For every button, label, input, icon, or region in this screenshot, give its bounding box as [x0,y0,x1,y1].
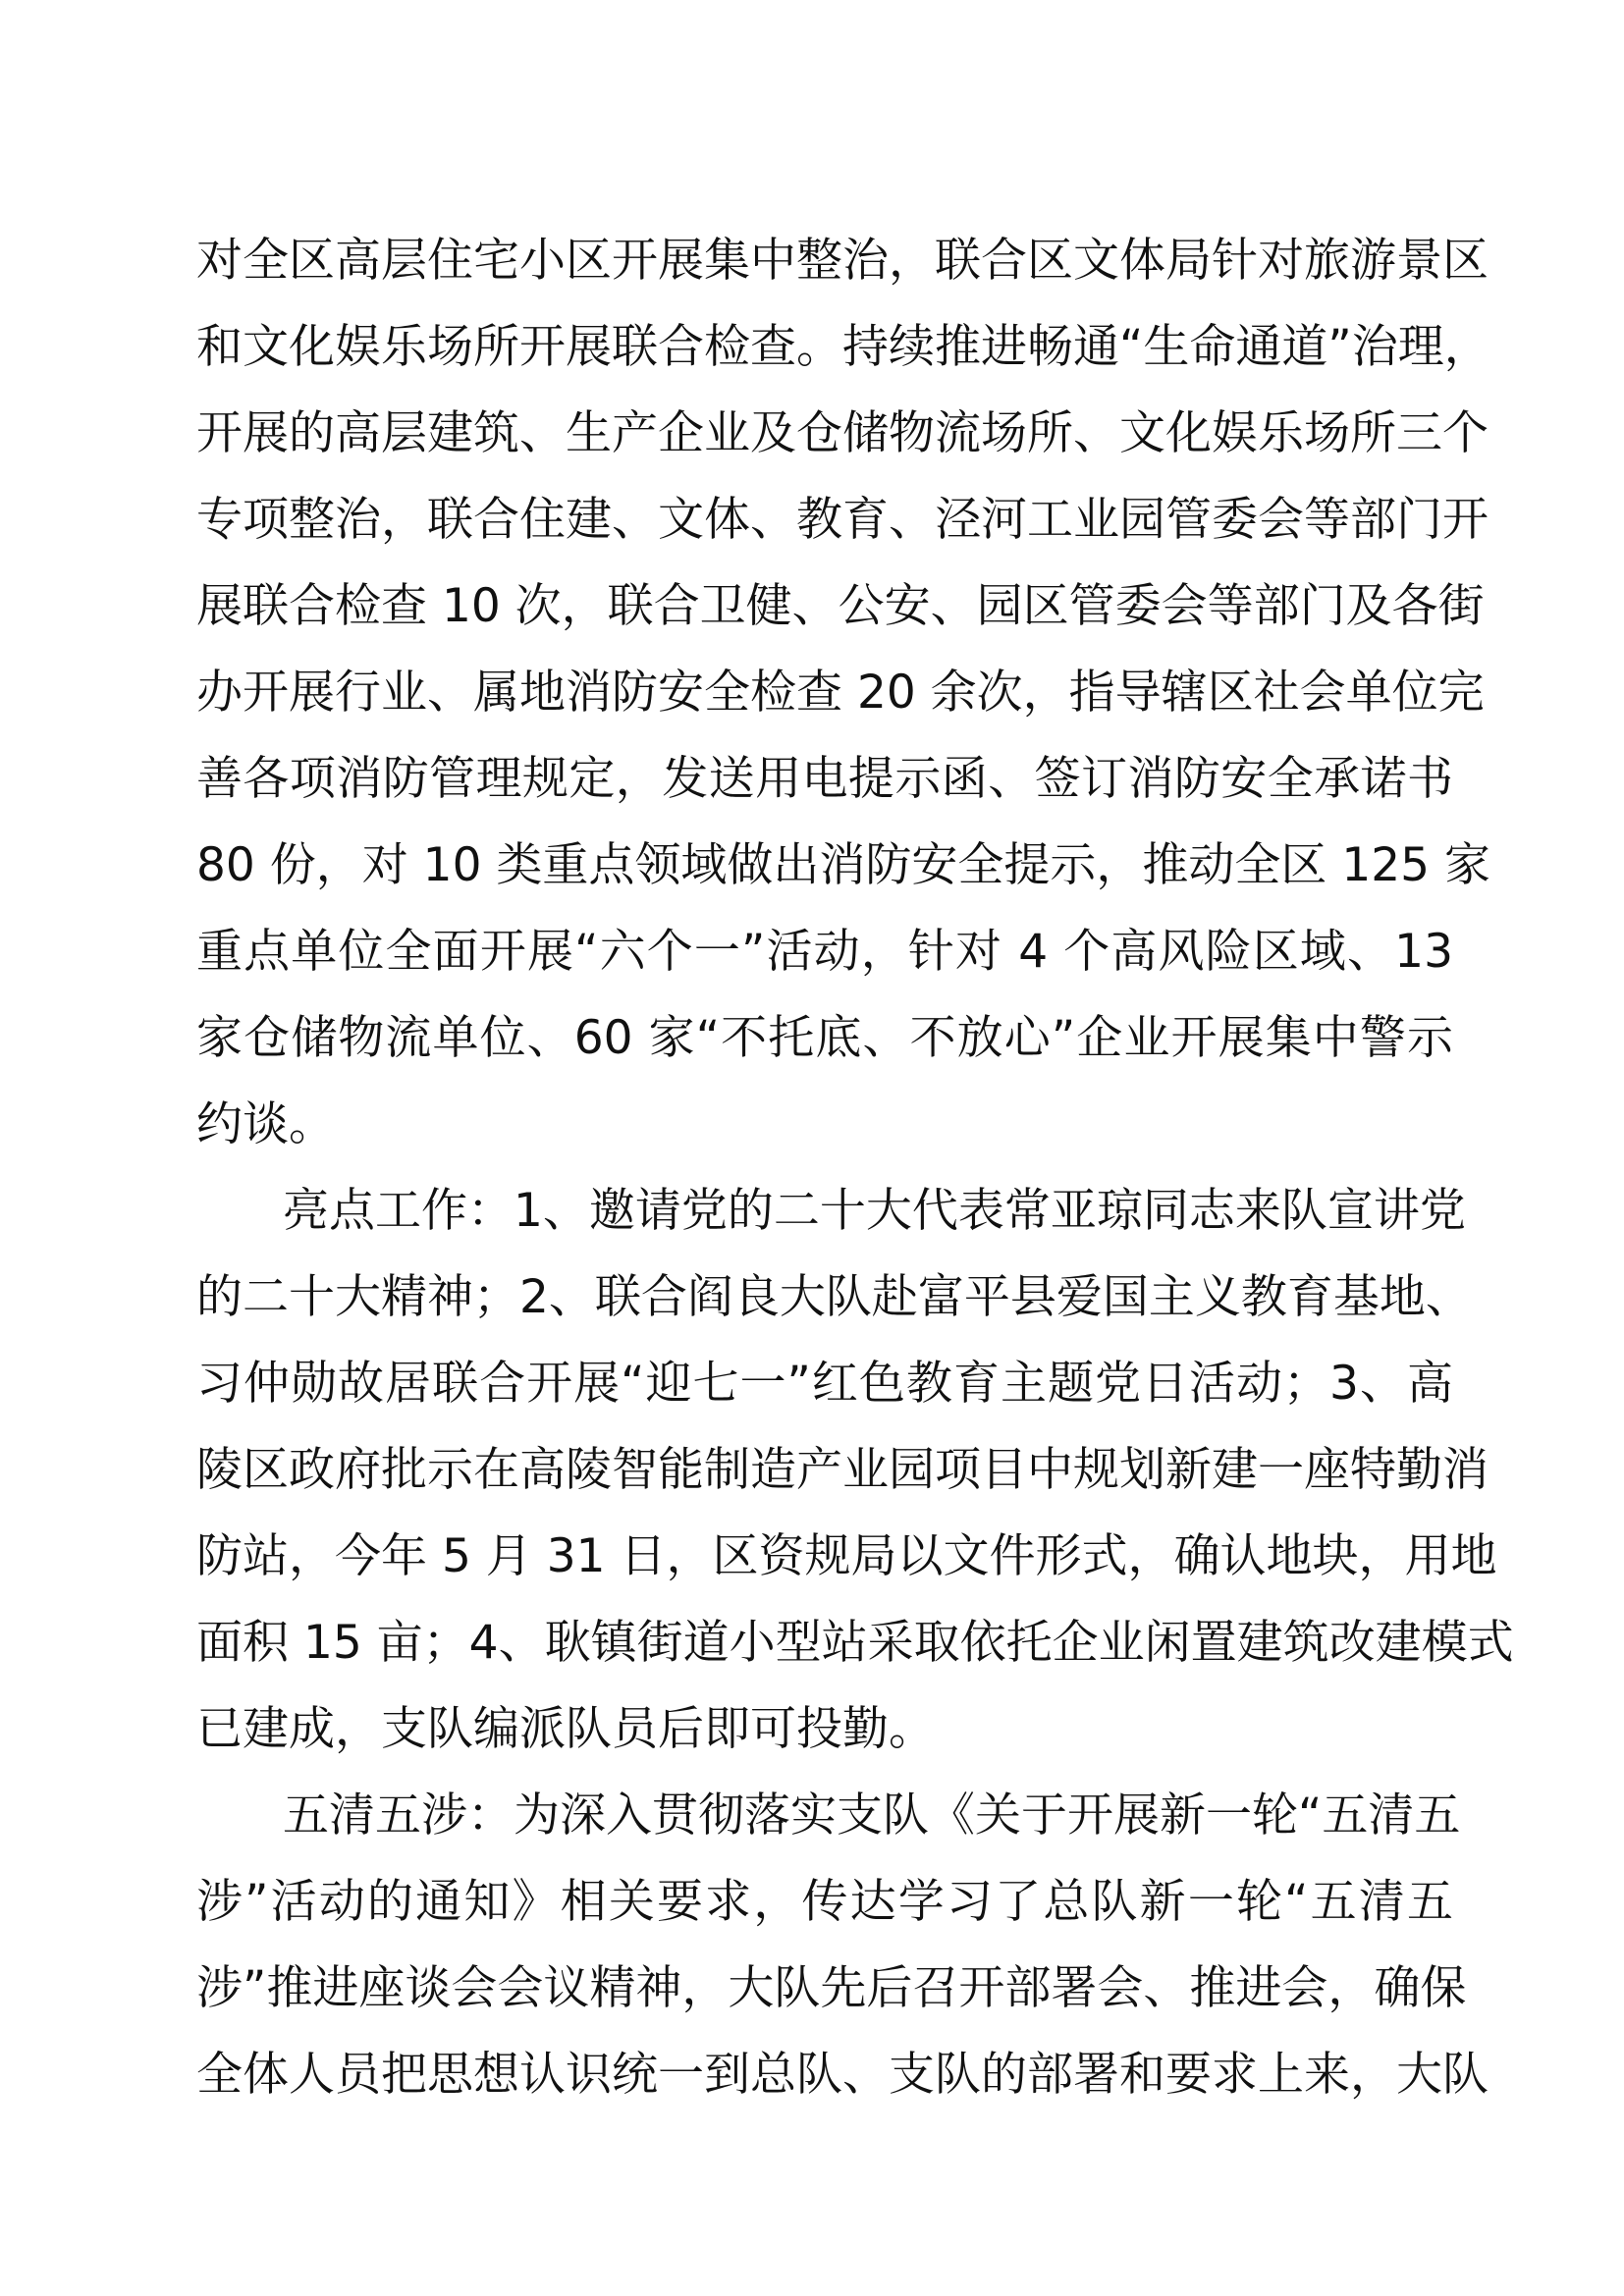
text-line: 善各项消防管理规定，发送用电提示函、签订消防安全承诺书 [196,752,1453,806]
text-line: 专项整治，联合住建、文体、教育、泾河工业园管委会等部门开 [196,493,1489,547]
text-line: 全体人员把思想认识统一到总队、支队的部署和要求上来，大队 [196,2048,1489,2102]
text-line: 展联合检查 10 次，联合卫健、公安、园区管委会等部门及各街 [196,579,1485,633]
text-line: 涉”推进座谈会会议精神，大队先后召开部署会、推进会，确保 [196,1961,1467,2015]
text-line: 重点单位全面开展“六个一”活动，针对 4 个高风险区域、13 [196,925,1453,979]
text-line: 面积 15 亩；4、耿镇街道小型站采取依托企业闲置建筑改建模式 [196,1616,1514,1670]
text-line: 对全区高层住宅小区开展集中整治，联合区文体局针对旅游景区 [196,234,1489,288]
paragraph-five-clear-five-involve [196,1773,1489,2118]
text-line: 开展的高层建筑、生产企业及仓储物流场所、文化娱乐场所三个 [196,406,1489,460]
text-line: 亮点工作：1、邀请党的二十大代表常亚琼同志来队宣讲党 [283,1184,1466,1238]
text-line: 五清五涉：为深入贯彻落实支队《关于开展新一轮“五清五 [283,1789,1461,1842]
text-line: 已建成，支队编派队员后即可投勤。 [196,1702,935,1756]
paragraph-highlight-work [196,1168,1514,1773]
text-line: 陵区政府批示在高陵智能制造产业园项目中规划新建一座特勤消 [196,1443,1489,1497]
text-line: 办开展行业、属地消防安全检查 20 余次，指导辖区社会单位完 [196,666,1485,720]
text-line: 涉”活动的通知》相关要求，传达学习了总队新一轮“五清五 [196,1875,1453,1929]
text-line: 习仲勋故居联合开展“迎七一”红色教育主题党日活动；3、高 [196,1357,1453,1411]
text-line: 防站，今年 5 月 31 日，区资规局以文件形式，确认地块，用地 [196,1529,1497,1583]
paragraph-fire-safety-rectification [196,218,1491,1168]
text-line: 的二十大精神；2、联合阎良大队赴富平县爱国主义教育基地、 [196,1270,1472,1324]
text-line: 和文化娱乐场所开展联合检查。持续推进畅通“生命通道”治理， [196,320,1490,374]
text-line: 80 份，对 10 类重点领域做出消防安全提示，推动全区 125 家 [196,838,1491,892]
document-body [196,218,1514,2118]
text-line: 家仓储物流单位、60 家“不托底、不放心”企业开展集中警示 [196,1011,1453,1065]
text-line: 约谈。 [196,1097,335,1151]
